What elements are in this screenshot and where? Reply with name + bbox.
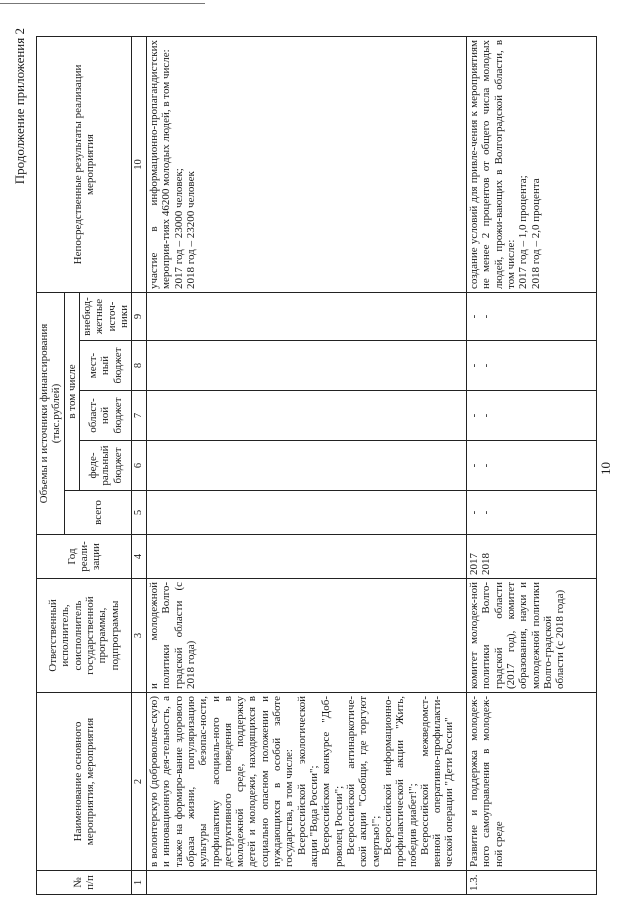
header-num: № п/п [37,871,132,895]
header-regional: област-ной бюджет [79,391,131,441]
results-paragraph: 2018 год – 2,0 процента [529,178,542,289]
dash-value: - [480,510,493,515]
row-year [466,535,596,579]
dash-value: - [480,463,493,468]
row-federal [466,441,596,491]
dash-value: - [467,463,480,468]
header-total: всего [64,491,132,535]
name-paragraph: в волонтерскую (добровольче-скую) и инновационную дея-тельность, а также на формиро-вание здорового образа жизни, популяризацию культуры безопас-ности, профилактику асоциаль-ного и деструктивного поведения в молодежной среде, поддержку детей и молодежи, находящихся в социально опасном положении и нуждающихся в особой заботе государства, в том числе: [147,696,296,867]
col-number: 2 [132,693,147,871]
header-federal: феде-ральный бюджет [79,441,131,491]
dash-value: - [467,510,480,515]
row-local [146,341,466,391]
name-paragraph: Всероссийском конкурсе "Доб-роволец России"; [320,696,345,867]
col-number: 4 [132,535,147,579]
name-paragraph: Всероссийской межведомст-венной оперативно-профилакти-ческой операции "Дети России" [418,696,456,867]
program-table [36,36,597,895]
header-including: в том числе [64,292,79,490]
header-funding: Объемы и источники финансирования (тыс.рублей) [37,292,65,534]
col-number: 9 [132,292,147,340]
row-total [146,491,466,535]
header-extra: внебюд-жетные источ-ники [79,292,131,340]
row-name [146,693,466,871]
row-extra [146,292,466,340]
col-number: 3 [132,579,147,693]
header-name: Наименование основного мероприятия, мероприятия [37,693,132,871]
name-paragraph: Всероссийской антинаркотиче-ской акции "Сообщи, где торгуют смертью!"; [344,696,382,867]
name-paragraph: Всероссийской информационно-профилактической акции "Жить, победив диабет!"; [381,696,419,867]
year-value: 2017 [467,553,480,575]
results-paragraph: 2017 год – 1,0 процента; [517,175,530,289]
dash-value: - [467,363,480,368]
table-row [146,36,466,894]
dash-value: - [467,314,480,319]
dash-value: - [480,413,493,418]
row-num: 1.3. [466,871,596,895]
row-federal [146,441,466,491]
col-number: 7 [132,391,147,441]
row-results [146,36,466,292]
dash-value: - [467,413,480,418]
header-local: мест-ный бюджет [79,341,131,391]
col-number: 8 [132,341,147,391]
dash-value: - [480,314,493,319]
column-number-row [132,36,147,894]
name-paragraph: Всероссийской экологической акции "Вода России"; [295,696,320,867]
row-year [146,535,466,579]
header-row-1 [37,36,65,894]
row-results [466,36,596,292]
col-number: 5 [132,491,147,535]
row-executor: комитет молодеж-ной политики Волго-градской области (2017 год), комитет образования, науки и молодежной политики Волго-градской области (с 2018 года) [466,579,596,693]
results-paragraph: 2018 год – 23200 человек [184,171,197,289]
row-executor: и молодежной политики Волго-градской области (с 2018 года) [146,579,466,693]
header-year: Год реали-зации [37,535,132,579]
header-executor: Ответственный исполнитель, соисполнитель государственной программы, подпрограммы [37,579,132,693]
row-local [466,341,596,391]
table-row [466,36,596,894]
col-number: 1 [132,871,147,895]
col-number: 6 [132,441,147,491]
year-value: 2018 [480,553,493,575]
header-results: Непосредственные результаты реализации мероприятия [37,36,132,292]
row-num [146,871,466,895]
results-paragraph: создание условий для привле-чения к мероприятиям не менее 2 процентов от общего числа молодых людей, прожи-вающих в Волгоградской области, в том числе: [467,39,517,289]
row-regional [146,391,466,441]
results-paragraph: участие в информационно-пропагандистских мероприя-тиях 46200 молодых людей, в том числе: [147,39,173,289]
page-number: 10 [598,462,613,475]
row-regional [466,391,596,441]
row-total [466,491,596,535]
row-extra [466,292,596,340]
dash-value: - [480,363,493,368]
col-number: 10 [132,36,147,292]
results-paragraph: 2017 год – 23000 человек; [172,168,185,289]
continuation-label: Продолжение приложения 2 [12,28,27,185]
row-name: Развитие и поддержка молодеж-ного самоуправления в молодеж-ной среде [466,693,596,871]
